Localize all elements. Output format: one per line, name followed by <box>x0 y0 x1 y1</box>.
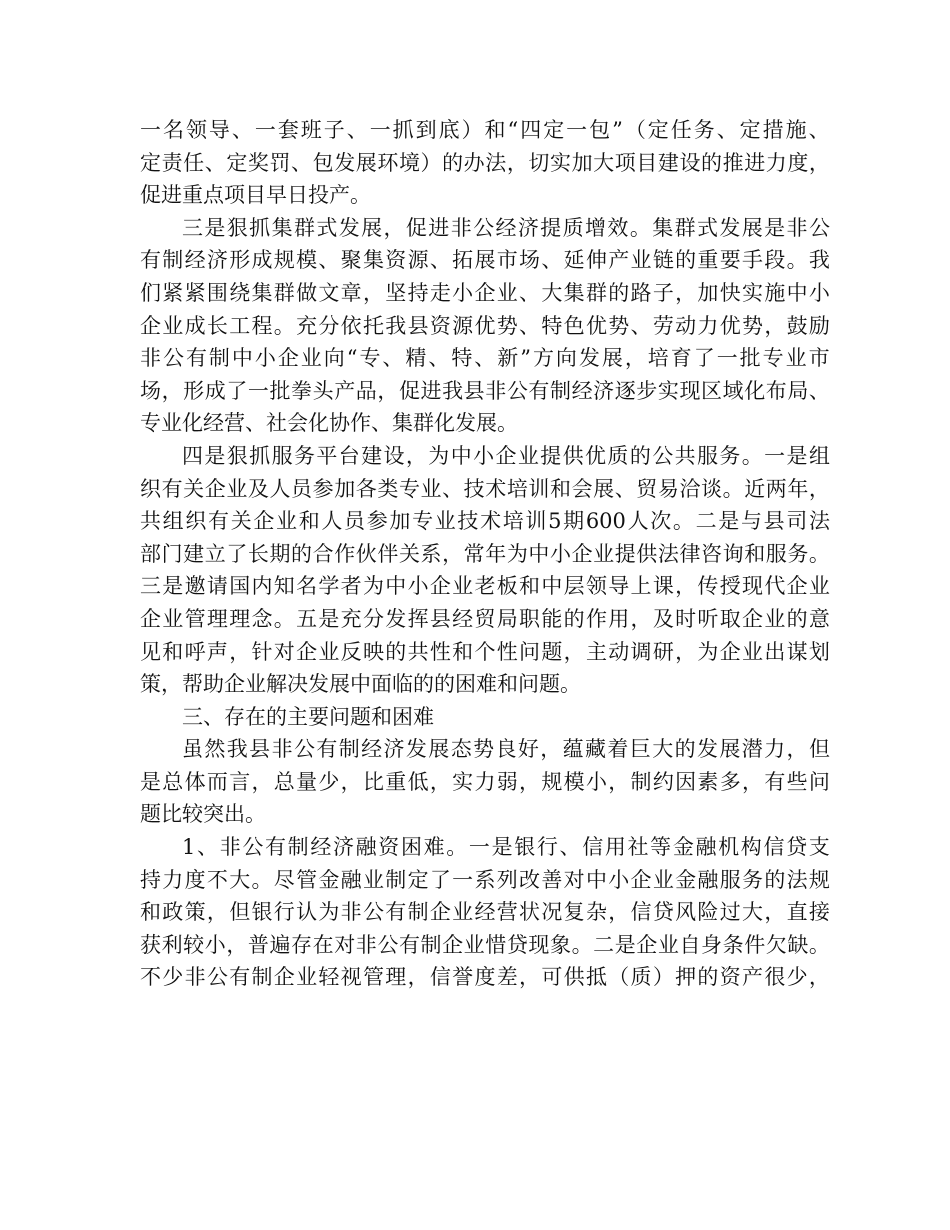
document-body <box>140 114 830 994</box>
text-line: 见 和 呼 声 ， 针 对 企 业 反 映 的 共 性 和 个 性 问 题 ， 主 动 调 研 ， 为 企 业 出 谋 划 <box>140 639 830 664</box>
text-line: 有 制 经 济 形 成 规 模 、 聚 集 资 源 、 拓 展 市 场 、 延 伸 产 业 链 的 重 要 手 段 。 我 <box>140 248 830 273</box>
text-line: 题比较突出。 <box>140 802 266 827</box>
text-line: 和 政 策 ， 但 银 行 认 为 非 公 有 制 企 业 经 营 状 况 复 杂 ， 信 贷 风 险 过 大 ， 直 接 <box>140 900 830 925</box>
text-line: 三、存在的主要问题和困难 <box>182 704 434 729</box>
text-line: 非 公 有 制 中 小 企 业 向 “ 专 、 精 、 特 、 新 ” 方 向 发 展 ， 培 育 了 一 批 专 业 市 <box>140 346 830 371</box>
text-line: 促进重点项目早日投产。 <box>140 183 371 208</box>
text-line: 1 、 非 公 有 制 经 济 融 资 困 难 。 一 是 银 行 、 信 用 社 等 金 融 机 构 信 贷 支 <box>182 835 830 860</box>
text-line: 们 紧 紧 围 绕 集 群 做 文 章 ， 坚 持 走 小 企 业 、 大 集 群 的 路 子 ， 加 快 实 施 中 小 <box>140 280 830 305</box>
text-line: 策，帮助企业解决发展中面临的的困难和问题。 <box>140 672 581 697</box>
text-line: 定 责 任 、 定 奖 罚 、 包 发 展 环 境 ） 的 办 法 ， 切 实 加 大 项 目 建 设 的 推 进 力 度 ， <box>140 150 830 175</box>
text-line: 持 力 度 不 大 。 尽 管 金 融 业 制 定 了 一 系 列 改 善 对 中 小 企 业 金 融 服 务 的 法 规 <box>140 867 830 892</box>
text-line: 场 ， 形 成 了 一 批 拳 头 产 品 ， 促 进 我 县 非 公 有 制 经 济 逐 步 实 现 区 域 化 布 局 、 <box>140 378 830 403</box>
text-line: 是 总 体 而 言 ， 总 量 少 ， 比 重 低 ， 实 力 弱 ， 规 模 小 ， 制 约 因 素 多 ， 有 些 问 <box>140 769 830 794</box>
text-line: 三 是 邀 请 国 内 知 名 学 者 为 中 小 企 业 老 板 和 中 层 领 导 上 课 ， 传 授 现 代 企 业 <box>140 574 830 599</box>
text-line: 获 利 较 小 ， 普 遍 存 在 对 非 公 有 制 企 业 惜 贷 现 象 。 二 是 企 业 自 身 条 件 欠 缺 。 <box>140 932 830 957</box>
text-line: 不 少 非 公 有 制 企 业 轻 视 管 理 ， 信 誉 度 差 ， 可 供 抵 （ 质 ） 押 的 资 产 很 少 ， <box>140 965 830 990</box>
text-line: 三 是 狠 抓 集 群 式 发 展 ， 促 进 非 公 经 济 提 质 增 效 。 集 群 式 发 展 是 非 公 <box>182 215 830 240</box>
text-line: 虽 然 我 县 非 公 有 制 经 济 发 展 态 势 良 好 ， 蕴 藏 着 巨 大 的 发 展 潜 力 ， 但 <box>182 737 830 762</box>
text-line: 企 业 管 理 理 念 。 五 是 充 分 发 挥 县 经 贸 局 职 能 的 作 用 ， 及 时 听 取 企 业 的 意 <box>140 606 830 631</box>
text-line: 四 是 狠 抓 服 务 平 台 建 设 ， 为 中 小 企 业 提 供 优 质 的 公 共 服 务 。 一 是 组 <box>182 443 830 468</box>
text-line: 专业化经营、社会化协作、集群化发展。 <box>140 411 518 436</box>
text-line: 部 门 建 立 了 长 期 的 合 作 伙 伴 关 系 ， 常 年 为 中 小 企 业 提 供 法 律 咨 询 和 服 务 。 <box>140 541 830 566</box>
text-line: 共 组 织 有 关 企 业 和 人 员 参 加 专 业 技 术 培 训 5 期 600 人 次 。 二 是 与 县 司 法 <box>140 509 830 534</box>
text-line: 一 名 领 导 、 一 套 班 子 、 一 抓 到 底 ） 和 “ 四 定 一 包 ” （ 定 任 务 、 定 措 施 、 <box>140 118 830 142</box>
text-line: 企 业 成 长 工 程 。 充 分 依 托 我 县 资 源 优 势 、 特 色 优 势 、 劳 动 力 优 势 ， 鼓 励 <box>140 313 830 338</box>
text-line: 织 有 关 企 业 及 人 员 参 加 各 类 专 业 、 技 术 培 训 和 会 展 、 贸 易 洽 谈 。 近 两 年 ， <box>140 476 830 501</box>
